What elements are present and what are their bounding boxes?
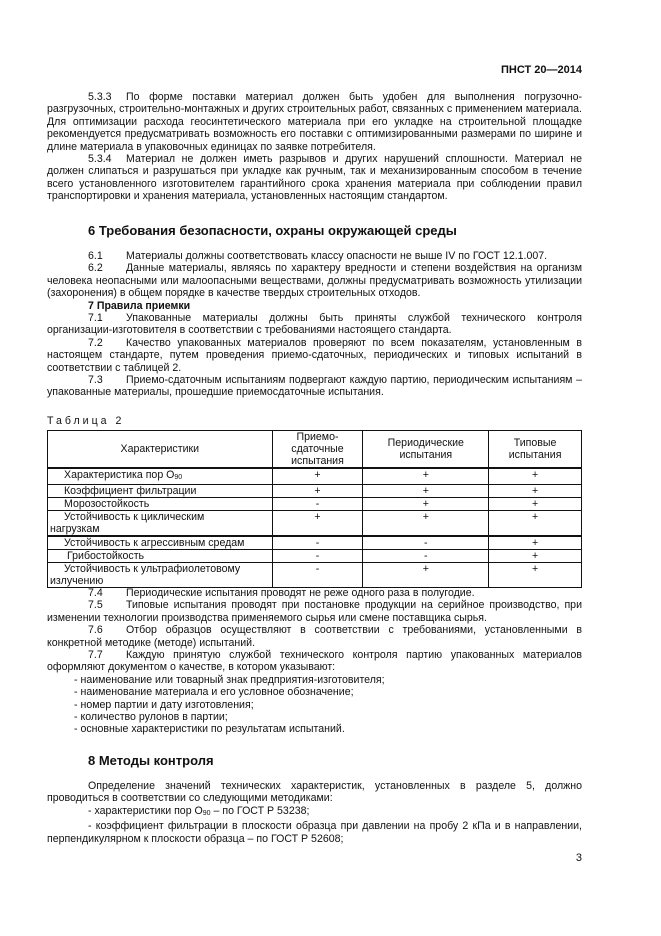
table-cell: + — [489, 550, 582, 563]
table-row — [48, 550, 582, 563]
paragraph-text: Качество упакованных материалов проверяют по всем показателям, установленным в настоящем стандарте, путем проведения приемо-сдаточных, периодических и типовых испытаний в соответствии с таблицей 2. — [47, 336, 582, 374]
paragraph-text: По форме поставки материал должен быть удобен для выполнения погрузочно-разгрузочных, строительно-монтажных и других строительных работ, связанных с применением материала. Для оптимизации расхода геосинтетического материала при его укладке на строительной площадке рекомендуется предусматривать возможность его поставки с оптимизированными размерами по ширине и длине материала в упаковочных единицах по заявке потребителя. — [47, 91, 582, 153]
paragraph-text: Упакованные материалы должны быть приняты службой технического контроля организации-изготовителя в соответствии с требованиями настоящего стандарта. — [47, 312, 582, 337]
clause-5-3 — [47, 91, 582, 203]
paragraph-7-1 — [47, 312, 582, 337]
row-label-text: Характеристика пор O — [64, 469, 175, 481]
paragraph-6-2 — [47, 262, 582, 299]
column-header: Приемо-сдаточные испытания — [272, 431, 363, 469]
list-item-text: - характеристики пор O — [88, 804, 203, 817]
table-cell: + — [363, 563, 489, 588]
table-cell: + — [272, 511, 363, 537]
list-item: - количество рулонов в партии; — [74, 711, 228, 724]
list-item: - коэффициент фильтрации в плоскости образца при давлении на пробу 2 кПа и в направлении, перпендикулярном к плоскости образца – по ГОСТ Р 52608; — [47, 820, 582, 845]
page-number: 3 — [575, 852, 582, 864]
table-cell: + — [363, 498, 489, 511]
row-label: Грибостойкость — [48, 550, 273, 563]
clause-number: 7.4 — [88, 587, 103, 599]
clause-number: 7.1 — [88, 312, 103, 325]
list-item — [47, 805, 582, 820]
clause-number: 5.3.3 — [88, 91, 112, 103]
table-cell: + — [363, 468, 489, 485]
table-caption: Таблица 2 — [47, 415, 125, 427]
table-cell: + — [489, 468, 582, 485]
table-cell: + — [489, 536, 582, 550]
paragraph-text: Материал не должен иметь разрывов и других нарушений сплошности. Материал не должен слипаться и разрушаться при укладке как ручным, так и механизированным способом в течение всего установленного изготовителем гарантийного срока хранения материала при соблюдении правил транспортировки и хранения материала, установленных настоящим стандартом. — [47, 153, 582, 203]
table-cell: + — [272, 485, 363, 498]
paragraph-text: Отбор образцов осуществляют в соответствии с требованиями, установленными в конкретной методике (методе) испытаний. — [47, 624, 582, 649]
clause-number: 7.3 — [88, 374, 103, 387]
section-8-intro: Определение значений технических характеристик, установленных в разделе 5, должно проводиться в соответствии со следующими методиками: — [47, 780, 582, 805]
column-header: Типовые испытания — [489, 431, 582, 469]
paragraph-7-7 — [47, 649, 582, 674]
tests-table — [47, 430, 582, 588]
section-8-body — [47, 780, 582, 845]
table-cell: + — [489, 498, 582, 511]
column-header: Периодические испытания — [363, 431, 489, 469]
row-label: Морозостойкость — [48, 498, 273, 511]
table-row — [48, 485, 582, 498]
clause-number: 7.6 — [88, 624, 103, 637]
table-cell: - — [272, 536, 363, 550]
paragraph-text: Материалы должны соответствовать классу опасности не выше IV по ГОСТ 12.1.007. — [126, 250, 548, 262]
table-cell: + — [489, 485, 582, 498]
subscript: 90 — [202, 809, 211, 817]
row-label: Устойчивость к циклическим нагрузкам — [48, 511, 273, 537]
table-row — [48, 536, 582, 550]
table-row — [48, 511, 582, 537]
table-cell: - — [272, 550, 363, 563]
paragraph-text: Данные материалы, являясь по характеру вредности и степени воздействия на организм человека неопасными или малоопасными веществами, должны предусматривать возможность утилизации (захоронения) в общем порядке в качестве твердых строительных отходов. — [47, 262, 582, 300]
paragraph-text: Приемо-сдаточным испытаниям подвергают каждую партию, периодическим испытаниям – упакованные материалы, прошедшие приемосдаточные испытания. — [47, 374, 582, 399]
paragraph-7-4 — [47, 587, 582, 599]
table-cell: + — [272, 468, 363, 485]
list-item: - номер партии и дату изготовления; — [74, 698, 254, 711]
document-id-header: ПНСТ 20—2014 — [500, 64, 582, 76]
paragraph-text: Типовые испытания проводят при постановке продукции на серийное производство, при изменении технологии производства применяемого сырья или смене поставщика сырья. — [47, 599, 582, 624]
row-label: Устойчивость к ультрафиолетовому излучению — [48, 563, 273, 588]
clauses-7-4-to-7-7 — [47, 587, 582, 736]
list-item: - наименование или товарный знак предприятия-изготовителя; — [74, 673, 385, 686]
list-item: - наименование материала и его условное обозначение; — [74, 686, 354, 699]
paragraph-5-3-4 — [47, 153, 582, 203]
table-cell: + — [363, 511, 489, 537]
table-cell: + — [489, 563, 582, 588]
sections-6-7 — [47, 250, 582, 399]
paragraph-7-6 — [47, 624, 582, 649]
clause-number: 6.1 — [88, 250, 103, 262]
section-7-heading: 7 Правила приемки — [88, 299, 191, 312]
row-label — [48, 468, 273, 485]
clause-number: 7.2 — [88, 336, 103, 349]
table-header-row — [48, 431, 582, 469]
subscript: 90 — [174, 474, 183, 481]
table-cell: - — [363, 550, 489, 563]
clause-number: 7.5 — [88, 599, 103, 612]
list-item-text: – по ГОСТ Р 53238; — [210, 804, 310, 817]
row-label: Коэффициент фильтрации — [48, 485, 273, 498]
clause-number: 7.7 — [88, 649, 103, 662]
paragraph-6-1 — [47, 250, 582, 262]
paragraph-7-2 — [47, 337, 582, 374]
clause-number: 5.3.4 — [88, 153, 112, 166]
paragraph-text: Периодические испытания проводят не реже одного раза в полугодие. — [126, 587, 475, 599]
table-cell: + — [363, 485, 489, 498]
paragraph-5-3-3 — [47, 91, 582, 153]
table-row — [48, 498, 582, 511]
paragraph-7-3 — [47, 374, 582, 399]
table-cell: - — [272, 563, 363, 588]
paragraph-7-5 — [47, 599, 582, 624]
paragraph-text: Каждую принятую службой технического контроля партию упакованных материалов оформляют документом о качестве, в котором указывают: — [47, 649, 582, 674]
row-label: Устойчивость к агрессивным средам — [48, 536, 273, 550]
table-row — [48, 468, 582, 485]
table-cell: + — [489, 511, 582, 537]
list-item: - основные характеристики по результатам испытаний. — [74, 723, 345, 736]
table-row — [48, 563, 582, 588]
table-cell: - — [272, 498, 363, 511]
section-6-heading: 6 Требования безопасности, охраны окружающей среды — [88, 223, 457, 238]
clause-number: 6.2 — [88, 262, 103, 275]
column-header: Характеристики — [48, 431, 273, 469]
section-8-heading: 8 Методы контроля — [88, 753, 214, 768]
table-cell: - — [363, 536, 489, 550]
